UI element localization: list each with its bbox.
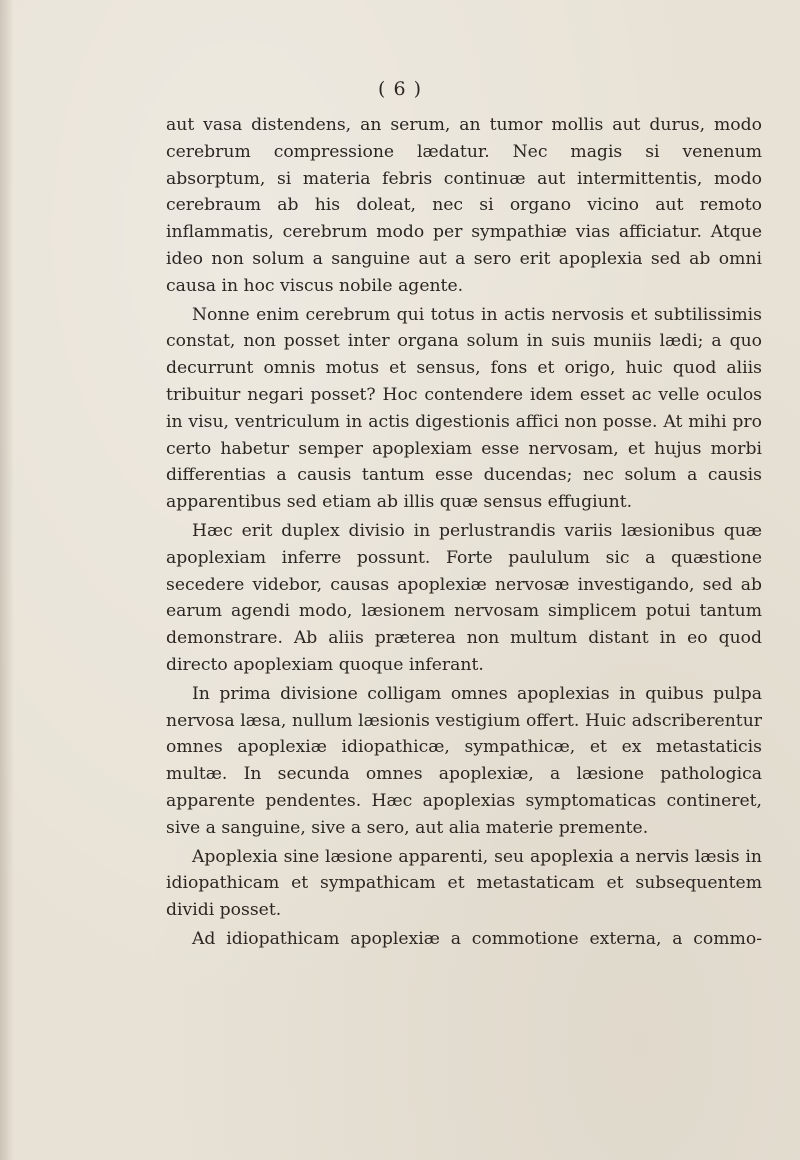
paragraph: Hæc erit duplex divisio in perlustrandis variis læsionibus quæ apoplexiam inferre possunt. Forte paululum sic a quæstione secedere videbor, causas apoplexiæ nervosæ investigando, sed ab earum agendi modo, læsionem nervosam simplicem potui tantum demonstrare. Ab aliis præterea non multum distant in eo quod directo apoplexiam quoque inferant. [166,520,762,675]
page-number: ( 6 ) [378,78,422,100]
paragraph: In prima divisione colligam omnes apoplexias in quibus pulpa nervosa læsa, nullum læsionis vestigium offert. Huic adscriberentur omnes apoplexiæ idiopathicæ, sympathicæ, et ex metastaticis multæ. In secunda omnes apoplexiæ, a læsione pathologica apparente pendentes. Hæc apoplexias symptomaticas contineret, sive a sanguine, sive a sero, aut alia materie premente. [166,683,762,838]
paragraph: Apoplexia sine læsione apparenti, seu apoplexia a nervis læsis in idiopathicam et sympathicam et metastaticam et subsequentem dividi posset. [166,846,762,921]
page-edge-shadow [0,0,14,1160]
body-text [166,112,762,953]
paragraph: Nonne enim cerebrum qui totus in actis nervosis et subtilissimis constat, non posset inter organa solum in suis muniis lædi; a quo decurrunt omnis motus et sensus, fons et origo, huic quod aliis tribuitur negari posset? Hoc contendere idem esset ac velle oculos in visu, ventriculum in actis digestionis affici non posse. At mihi pro certo habetur semper apoplexiam esse nervosam, et hujus morbi differentias a causis tantum esse ducendas; nec solum a causis apparentibus sed etiam ab illis quæ sensus effugiunt. [166,304,762,513]
paragraph: Ad idiopathicam apoplexiæ a commotione externa, a commo- [192,928,762,949]
paragraph: aut vasa distendens, an serum, an tumor mollis aut durus, modo cerebrum compressione lædatur. Nec magis si venenum absorptum, si materia febris continuæ aut intermittentis, modo cerebraum ab his doleat, nec si organo vicino aut remoto inflammatis, cerebrum modo per sympathiæ vias afficiatur. Atque ideo non solum a sanguine aut a sero erit apoplexia sed ab omni causa in hoc viscus nobile agente. [166,115,762,296]
